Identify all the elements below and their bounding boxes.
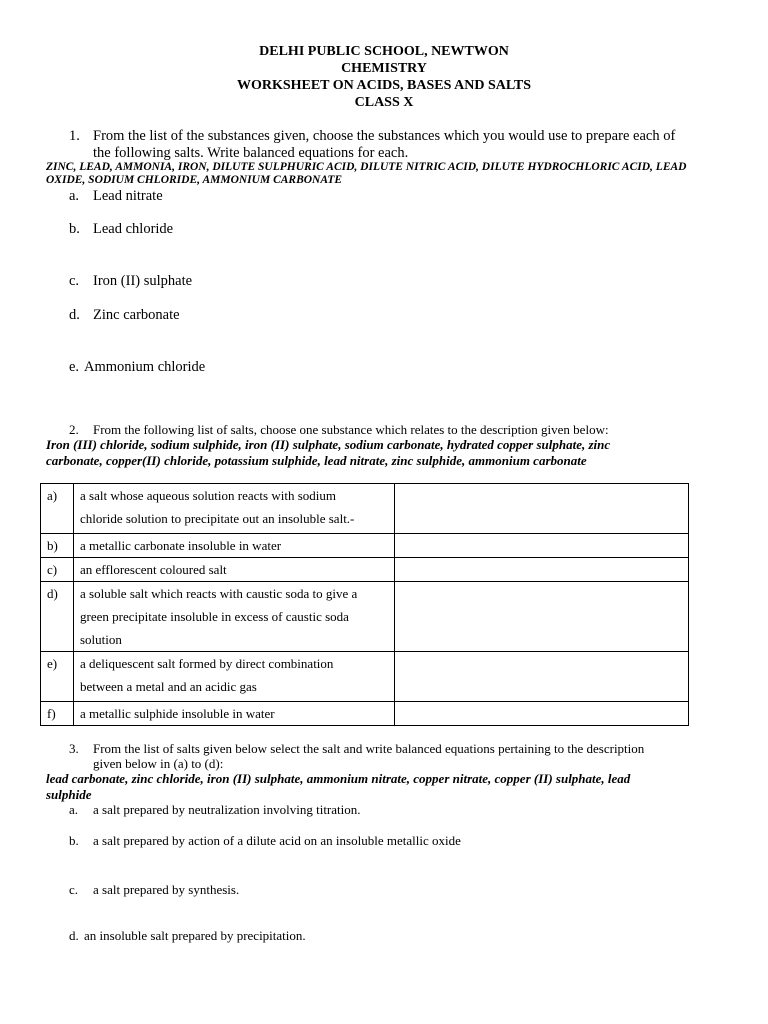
row-label: a) [41,484,74,534]
q3-item-text: a salt prepared by synthesis. [93,882,240,897]
q2-text-line1: From the following list of salts, choose one substance which relates to the description given below: [93,422,609,437]
q1-number: 1. [69,128,80,144]
row-description [74,484,395,534]
q1-item-label: d. [69,307,80,323]
q3-text-line1: From the list of salts given below select the salt and write balanced equations pertaining to the description [93,741,645,756]
q1-item-label: e. [69,359,80,375]
table-row [41,652,689,702]
q1-item-text: Iron (II) sulphate [93,273,193,289]
row-label: e) [41,652,74,702]
q1-item-label: a. [69,188,80,204]
description-line: green precipitate insoluble in excess of caustic soda [80,609,349,624]
q3-item-label: a. [69,802,79,817]
q3-item-text: an insoluble salt prepared by precipitation. [84,928,306,943]
q3-item-label: b. [69,833,79,848]
q3-salt-list-line2: sulphide [46,787,92,802]
row-description [74,582,395,652]
description-line: an efflorescent coloured salt [80,562,227,577]
answer-cell[interactable] [395,534,689,558]
table-row [41,702,689,726]
school-name: DELHI PUBLIC SCHOOL, NEWTWON [259,44,509,59]
q1-text-line2: the following salts. Write balanced equations for each. [93,145,409,161]
subject-title: CHEMISTRY [341,61,427,76]
description-line: chloride solution to precipitate out an insoluble salt.- [80,511,355,526]
worksheet-title: WORKSHEET ON ACIDS, BASES AND SALTS [236,78,532,93]
q3-item-label: d. [69,928,79,943]
class-title: CLASS X [354,95,414,110]
q1-item-text: Lead nitrate [93,188,163,204]
answer-cell[interactable] [395,484,689,534]
q3-salt-list-line1: lead carbonate, zinc chloride, iron (II) sulphate, ammonium nitrate, copper nitrate, copper (II) sulphate, lead [46,771,631,786]
row-description [74,558,395,582]
q1-substance-list-line2: OXIDE, SODIUM CHLORIDE, AMMONIUM CARBONATE [46,174,343,186]
description-line: a salt whose aqueous solution reacts with sodium [80,488,336,503]
q2-description-table [40,483,689,726]
description-line: a soluble salt which reacts with caustic soda to give a [80,586,358,601]
row-description [74,534,395,558]
q1-item-label: b. [69,221,80,237]
table-row [41,484,689,534]
q3-item-label: c. [69,882,79,897]
q1-item-text: Lead chloride [93,221,174,237]
q3-item-text: a salt prepared by neutralization involving titration. [93,802,361,817]
description-line: a metallic sulphide insoluble in water [80,706,275,721]
answer-cell[interactable] [395,558,689,582]
row-label: c) [41,558,74,582]
q3-item-text: a salt prepared by action of a dilute acid on an insoluble metallic oxide [93,833,461,848]
row-label: f) [41,702,74,726]
answer-cell[interactable] [395,582,689,652]
table-row [41,582,689,652]
row-label: b) [41,534,74,558]
q1-item-text: Zinc carbonate [93,307,180,323]
q2-number: 2. [69,422,79,437]
description-line: a deliquescent salt formed by direct combination [80,656,334,671]
q1-text-line1: From the list of the substances given, choose the substances which you would use to prepare each of [93,128,676,144]
description-line: a metallic carbonate insoluble in water [80,538,282,553]
row-description [74,652,395,702]
answer-cell[interactable] [395,652,689,702]
row-label: d) [41,582,74,652]
q3-number: 3. [69,741,79,756]
description-line: solution [80,632,122,647]
description-line: between a metal and an acidic gas [80,679,257,694]
q3-text-line2: given below in (a) to (d): [93,756,224,771]
row-description [74,702,395,726]
table-row [41,558,689,582]
q2-salt-list-line2: carbonate, copper(II) chloride, potassium sulphide, lead nitrate, zinc sulphide, ammonium carbonate [46,453,587,468]
q2-salt-list-line1: Iron (III) chloride, sodium sulphide, iron (II) sulphate, sodium carbonate, hydrated copper sulphate, zinc [46,437,611,452]
answer-cell[interactable] [395,702,689,726]
q1-item-label: c. [69,273,80,289]
q1-substance-list-line1: ZINC, LEAD, AMMONIA, IRON, DILUTE SULPHURIC ACID, DILUTE NITRIC ACID, DILUTE HYDROCHLORIC ACID, LEAD [46,161,687,173]
table-row [41,534,689,558]
q1-item-text: Ammonium chloride [84,359,206,375]
